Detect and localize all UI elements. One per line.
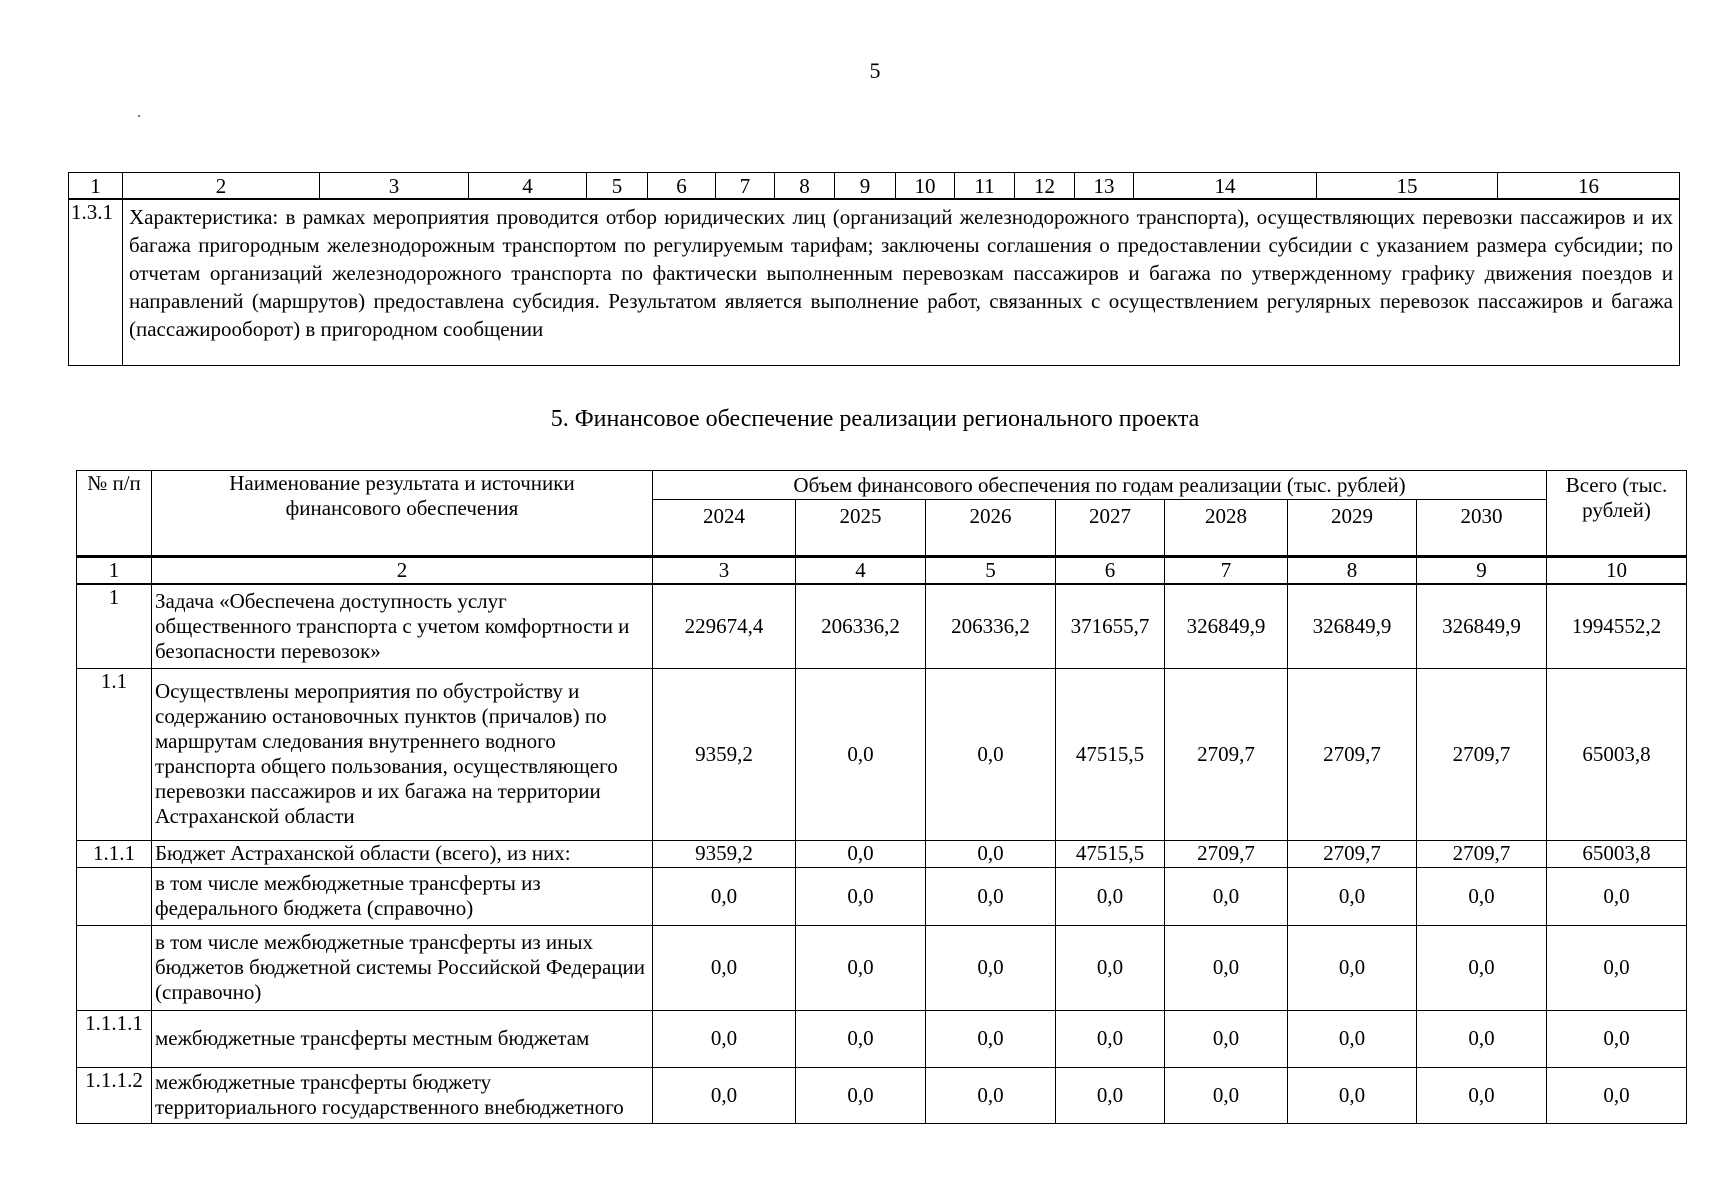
value-cell: 0,0	[1165, 867, 1288, 925]
volume-header: Объем финансового обеспечения по годам реализации (тыс. рублей)	[653, 471, 1547, 500]
value-cell: 0,0	[796, 1067, 926, 1123]
year-header: 2027	[1056, 500, 1165, 557]
column-number: 7	[716, 173, 775, 200]
row-number: 1.3.1	[69, 199, 123, 366]
value-cell: 0,0	[796, 840, 926, 867]
row-number: 1.1	[77, 668, 152, 840]
row-number: 1	[77, 584, 152, 668]
section-title: 5. Финансовое обеспечение реализации регионального проекта	[550, 406, 1200, 432]
column-number: 4	[796, 557, 926, 585]
value-cell: 47515,5	[1056, 840, 1165, 867]
column-number: 10	[896, 173, 955, 200]
value-cell: 0,0	[1417, 1067, 1547, 1123]
column-number: 11	[955, 173, 1015, 200]
value-cell: 0,0	[653, 867, 796, 925]
total-cell: 0,0	[1547, 1067, 1687, 1123]
total-header: Всего (тыс. рублей)	[1547, 471, 1687, 557]
column-number: 6	[648, 173, 716, 200]
column-number: 7	[1165, 557, 1288, 585]
column-number: 5	[926, 557, 1056, 585]
finance-table	[76, 470, 1687, 1124]
value-cell: 0,0	[926, 1010, 1056, 1067]
value-cell: 326849,9	[1165, 584, 1288, 668]
table-row	[77, 840, 1687, 867]
value-cell: 0,0	[653, 1067, 796, 1123]
column-number: 9	[835, 173, 896, 200]
value-cell: 0,0	[1288, 1010, 1417, 1067]
column-number: 4	[469, 173, 587, 200]
value-cell: 0,0	[1056, 867, 1165, 925]
row-name: Осуществлены мероприятия по обустройству и содержанию остановочных пунктов (причалов) по маршрутам следования внутреннего водного транспорта общего пользования, осуществляющего перевозки пассажиров и их багажа на территории Астраханской области	[152, 668, 653, 840]
value-cell: 0,0	[1165, 1010, 1288, 1067]
year-header: 2028	[1165, 500, 1288, 557]
total-cell: 65003,8	[1547, 840, 1687, 867]
value-cell: 0,0	[653, 1010, 796, 1067]
value-cell: 47515,5	[1056, 668, 1165, 840]
row-name: межбюджетные трансферты местным бюджетам	[152, 1010, 653, 1067]
value-cell: 0,0	[1165, 925, 1288, 1010]
column-number: 2	[123, 173, 320, 200]
value-cell: 0,0	[1056, 1067, 1165, 1123]
page-number: 5	[869, 58, 881, 83]
row-name: Задача «Обеспечена доступность услуг общественного транспорта с учетом комфортности и безопасности перевозок»	[152, 584, 653, 668]
column-number: 3	[320, 173, 469, 200]
year-header: 2026	[926, 500, 1056, 557]
row-number	[77, 925, 152, 1010]
value-cell: 0,0	[926, 840, 1056, 867]
value-cell: 0,0	[1288, 1067, 1417, 1123]
value-cell: 0,0	[796, 668, 926, 840]
column-number: 15	[1317, 173, 1498, 200]
value-cell: 2709,7	[1288, 668, 1417, 840]
continuation-table	[68, 172, 1680, 366]
value-cell: 0,0	[1056, 1010, 1165, 1067]
number-header: № п/п	[77, 471, 152, 557]
characteristic-text: Характеристика: в рамках мероприятия проводится отбор юридических лиц (организаций железнодорожного транспорта), осуществляющих перевозки пассажиров и их багажа пригородным железнодорожным транспортом по регулируемым тарифам; заключены соглашения о предоставлении субсидии с указанием размера субсидии; по отчетам организаций железнодорожного транспорта по фактически выполненным перевозкам пассажиров и багажа по утвержденному графику движения поездов и направлений (маршрутов) предоставлена субсидия. Результатом является выполнение работ, связанных с осуществлением регулярных перевозок пассажиров и багажа (пассажирооборот) в пригородном сообщении	[123, 199, 1680, 366]
value-cell: 326849,9	[1288, 584, 1417, 668]
value-cell: 0,0	[926, 867, 1056, 925]
column-number-row	[77, 557, 1687, 585]
column-number: 9	[1417, 557, 1547, 585]
value-cell: 2709,7	[1288, 840, 1417, 867]
row-name: межбюджетные трансферты бюджету территориального государственного внебюджетного	[152, 1067, 653, 1123]
column-number: 2	[152, 557, 653, 585]
column-number: 16	[1498, 173, 1680, 200]
value-cell: 2709,7	[1165, 668, 1288, 840]
row-number: 1.1.1	[77, 840, 152, 867]
value-cell: 229674,4	[653, 584, 796, 668]
value-cell: 0,0	[1288, 867, 1417, 925]
value-cell: 0,0	[926, 925, 1056, 1010]
value-cell: 2709,7	[1165, 840, 1288, 867]
value-cell: 0,0	[1288, 925, 1417, 1010]
column-number: 13	[1075, 173, 1134, 200]
table-row	[77, 1010, 1687, 1067]
column-number: 5	[587, 173, 648, 200]
column-number: 3	[653, 557, 796, 585]
column-number: 8	[1288, 557, 1417, 585]
table-row	[77, 925, 1687, 1010]
total-cell: 65003,8	[1547, 668, 1687, 840]
value-cell: 2709,7	[1417, 840, 1547, 867]
row-number	[77, 867, 152, 925]
value-cell: 0,0	[796, 925, 926, 1010]
column-number: 6	[1056, 557, 1165, 585]
value-cell: 9359,2	[653, 668, 796, 840]
year-header: 2024	[653, 500, 796, 557]
column-number: 14	[1134, 173, 1317, 200]
value-cell: 2709,7	[1417, 668, 1547, 840]
header-row	[77, 471, 1687, 500]
scan-speck	[138, 115, 140, 117]
table-row	[77, 1067, 1687, 1123]
year-header: 2030	[1417, 500, 1547, 557]
value-cell: 0,0	[1417, 1010, 1547, 1067]
table-row	[77, 668, 1687, 840]
row-name: в том числе межбюджетные трансферты из федерального бюджета (справочно)	[152, 867, 653, 925]
value-cell: 0,0	[796, 1010, 926, 1067]
total-cell: 0,0	[1547, 1010, 1687, 1067]
row-number: 1.1.1.2	[77, 1067, 152, 1123]
value-cell: 0,0	[926, 668, 1056, 840]
value-cell: 0,0	[1056, 925, 1165, 1010]
value-cell: 206336,2	[796, 584, 926, 668]
value-cell: 326849,9	[1417, 584, 1547, 668]
value-cell: 0,0	[926, 1067, 1056, 1123]
value-cell: 0,0	[1417, 925, 1547, 1010]
column-number: 8	[775, 173, 835, 200]
name-header: Наименование результата и источники финансового обеспечения	[152, 471, 653, 557]
total-cell: 0,0	[1547, 867, 1687, 925]
value-cell: 0,0	[1165, 1067, 1288, 1123]
column-number: 1	[69, 173, 123, 200]
value-cell: 0,0	[653, 925, 796, 1010]
table-row	[69, 199, 1680, 366]
year-header: 2025	[796, 500, 926, 557]
total-cell: 0,0	[1547, 925, 1687, 1010]
row-name: Бюджет Астраханской области (всего), из них:	[152, 840, 653, 867]
value-cell: 371655,7	[1056, 584, 1165, 668]
row-number: 1.1.1.1	[77, 1010, 152, 1067]
table-row	[77, 867, 1687, 925]
column-number: 1	[77, 557, 152, 585]
year-header: 2029	[1288, 500, 1417, 557]
value-cell: 9359,2	[653, 840, 796, 867]
row-name: в том числе межбюджетные трансферты из иных бюджетов бюджетной системы Российской Федерации (справочно)	[152, 925, 653, 1010]
column-number: 10	[1547, 557, 1687, 585]
value-cell: 206336,2	[926, 584, 1056, 668]
column-number-row	[69, 173, 1680, 200]
total-cell: 1994552,2	[1547, 584, 1687, 668]
table-row	[77, 584, 1687, 668]
value-cell: 0,0	[796, 867, 926, 925]
column-number: 12	[1015, 173, 1075, 200]
value-cell: 0,0	[1417, 867, 1547, 925]
